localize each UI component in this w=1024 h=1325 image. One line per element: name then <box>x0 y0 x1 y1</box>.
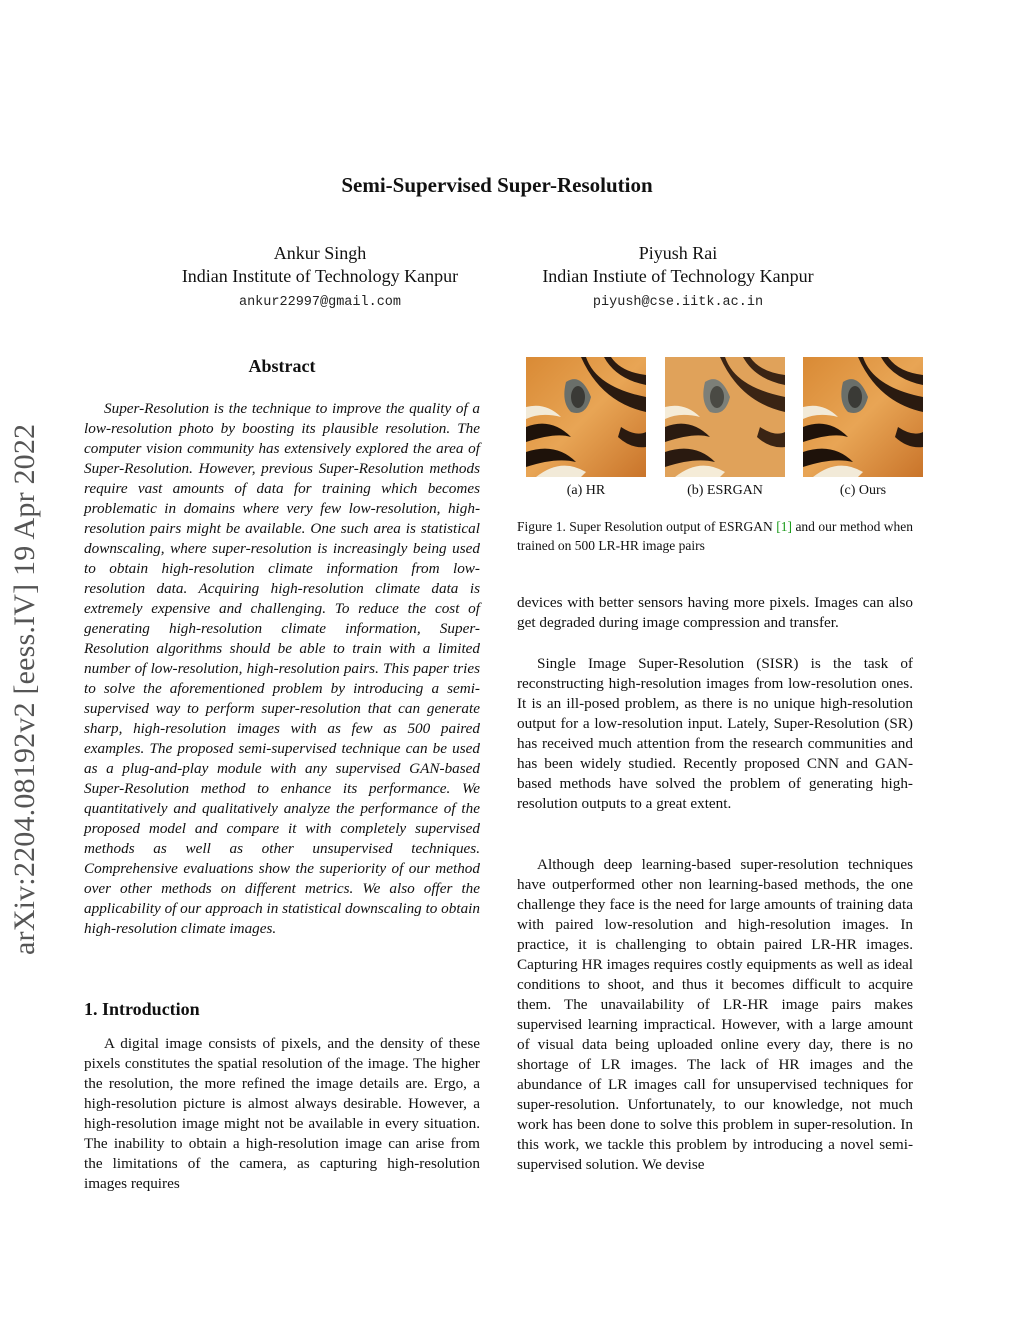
author-block-1 <box>160 242 480 314</box>
arxiv-stamp: arXiv:2204.08192v2 [eess.IV] 19 Apr 2022 <box>8 423 41 955</box>
paragraph-deep-learning: Although deep learning-based super-resolution techniques have outperformed other non learning-based methods, the one challenge they face is the need for large amounts of training data with paired low-resolution and high-resolution images. In practice, it is challenging to obtain paired LR-HR images. Capturing HR images requires costly equipments as well as ideal conditions to shoot, and thus it becomes difficult to acquire them. The unavailability of LR-HR image pairs makes supervised learning impractical. However, with a large amount of visual data being uploaded online every day, there is no shortage of LR images. The lack of HR images and the abundance of LR images call for unsupervised techniques for super-resolution. Unfortunately, to our knowledge, not much work has been done to solve this problem in super-resolution. In this work, we tackle this problem by introducing a novel semi-supervised solution. We devise <box>517 856 913 1173</box>
author-affiliation: Indian Institute of Technology Kanpur <box>181 266 459 286</box>
subcaption-hr: (a) HR <box>566 483 606 498</box>
author-affiliation: Indian Instiute of Technology Kanpur <box>542 266 814 286</box>
introduction-paragraph: A digital image consists of pixels, and the density of these pixels constitutes the spatial resolution of the image. The higher the resolution, the more refined the image details are. Ergo, a high-resolution picture is almost always desirable. However, a high-resolution image might not be available in every situation. The inability to obtain a high-resolution image can arise from the limitations of the camera, as capturing high-resolution images requires <box>84 1035 480 1192</box>
figure-image-hr <box>526 357 646 477</box>
introduction-heading: 1. Introduction <box>84 999 200 1019</box>
citation-link[interactable]: [1] <box>776 519 792 534</box>
author-email: piyush@cse.iitk.ac.in <box>592 295 764 310</box>
abstract-heading: Abstract <box>248 356 316 376</box>
paragraph-sisr: Single Image Super-Resolution (SISR) is the task of reconstructing high-resolution images from low-resolution ones. It is an ill-posed problem, as there is no unique high-resolution output for a low-resolution input. Lately, Super-Resolution (SR) has received much attention from the research communities and has been widely studied. Recently proposed CNN and GAN-based methods have solved the problem of generating high-resolution outputs to a great extent. <box>517 655 913 812</box>
figure-image-esrgan <box>665 357 785 477</box>
caption-text: and our method when trained on 500 LR-HR image pairs <box>517 519 914 553</box>
paragraph-continued: devices with better sensors having more pixels. Images can also get degraded during image compression and transfer. <box>517 594 913 631</box>
caption-text: Figure 1. Super Resolution output of ESRGAN <box>517 519 777 534</box>
author-email: ankur22997@gmail.com <box>238 295 402 310</box>
figure-image-ours <box>803 357 923 477</box>
subcaption-esrgan: (b) ESRGAN <box>687 483 763 498</box>
author-name: Ankur Singh <box>273 243 367 263</box>
figure-caption <box>517 517 913 555</box>
paper-title: Semi-Supervised Super-Resolution <box>341 173 653 197</box>
abstract-text: Super-Resolution is the technique to improve the quality of a low-resolution photo by boosting its plausible resolution. The computer vision community has extensively explored the area of Super-Resolution. However, previous Super-Resolution methods require vast amounts of data for training which becomes problematic in domains where very few low-resolution, high-resolution pairs might be available. One such area is statistical downscaling, where super-resolution is increasingly being used to obtain high-resolution climate information from low-resolution data. Acquiring high-resolution climate data is extremely expensive and challenging. To reduce the cost of generating high-resolution climate information, Super-Resolution algorithms should be able to train with a limited number of low-resolution, high-resolution pairs. This paper tries to solve the aforementioned problem by introducing a semi-supervised way to perform super-resolution that can generate sharp, high-resolution images with as few as 500 paired examples. The proposed semi-supervised technique can be used as a plug-and-play module with any supervised GAN-based Super-Resolution method to enhance its performance. We quantitatively and qualitatively analyze the performance of the proposed model and compare it with completely supervised methods as well as other unsupervised techniques. Comprehensive evaluations show the superiority of our method over other methods on different metrics. We also offer the applicability of our approach in statistical downscaling to obtain high-resolution climate images. <box>84 400 480 937</box>
subcaption-ours: (c) Ours <box>839 483 887 498</box>
author-name: Piyush Rai <box>638 243 718 263</box>
author-block-2 <box>518 242 838 314</box>
